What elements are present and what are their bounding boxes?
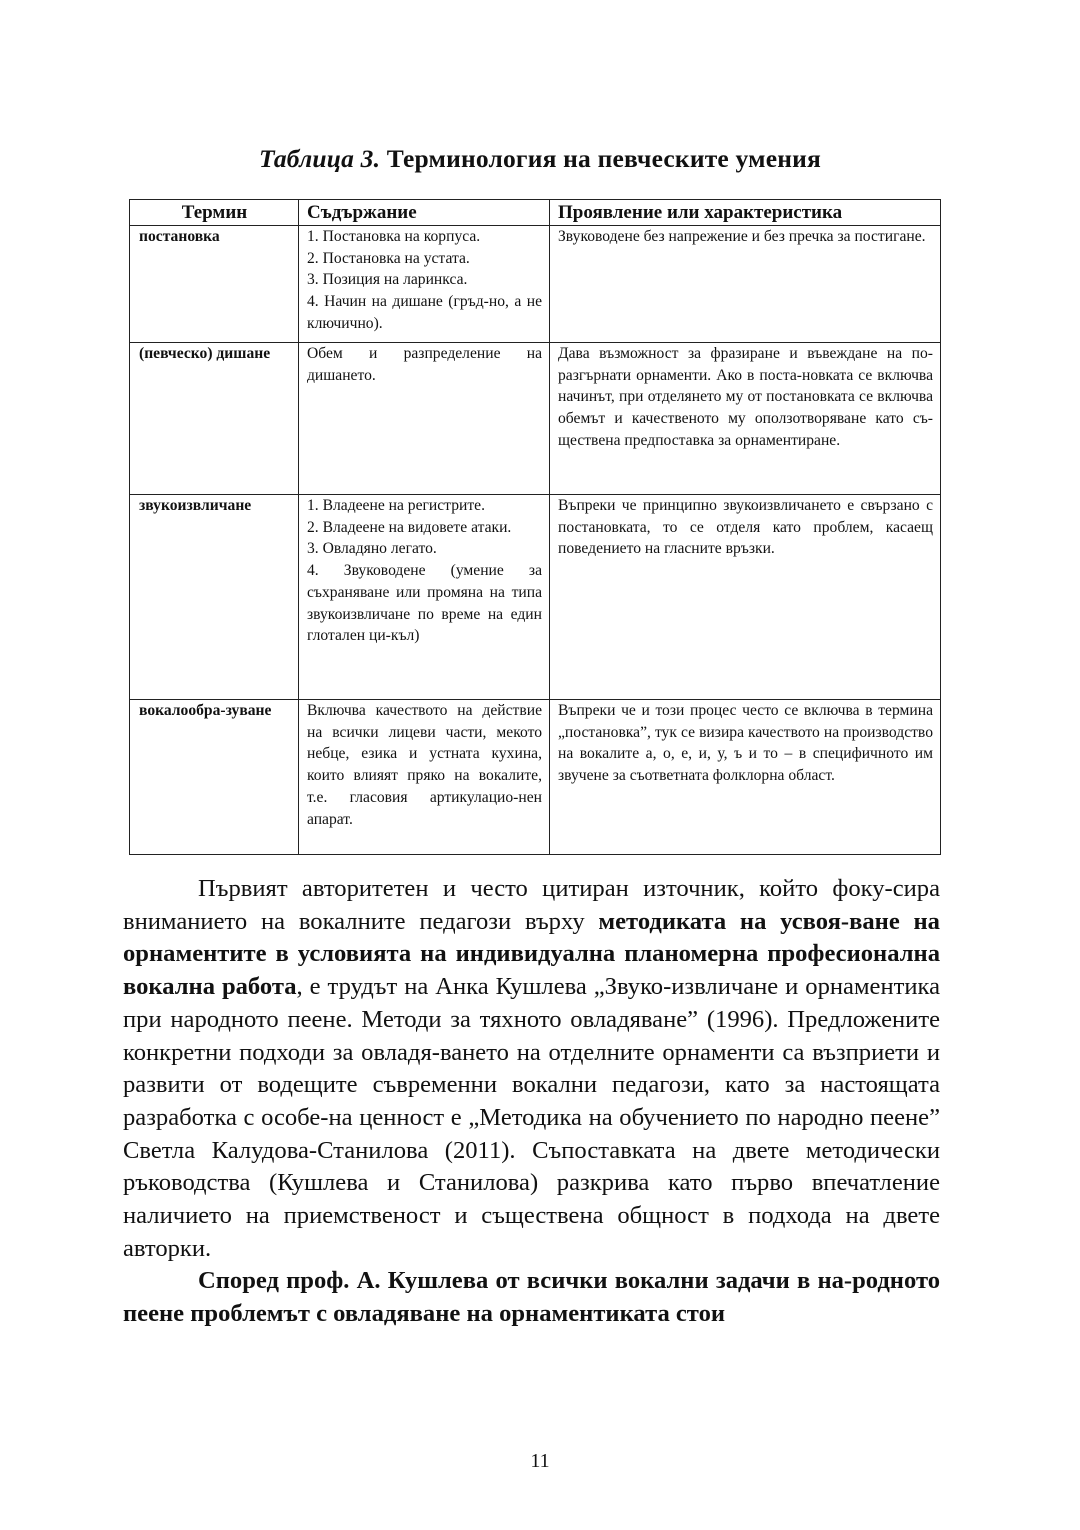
content-item: 4. Начин на дишане (гръд-но, а не ключично). [307,293,542,332]
body-text [123,873,940,1331]
table-row [130,343,941,495]
paragraph-bold-text: методиката на усвоя-ване на орнаментите в условията на индивидуална планомерна професионална вокална работа [123,907,940,1001]
header-characteristic: Проявление или характеристика [550,200,941,226]
table-caption-title: Терминология на певческите умения [386,144,822,173]
content-item: 1. Постановка на корпуса. [307,228,481,245]
table-row [130,495,941,700]
term-cell: (певческо) дишане [130,343,299,495]
characteristic-cell: Въпреки че принципно звукоизвличането е свързано с постановката, то се отделя като проблем, касаещ поведението на гласните връзки. [550,495,941,700]
paragraph-text: Първият авторитетен и често цитиран източник, който фоку-сира вниманието на вокалните педагози върху [123,875,940,935]
term-cell: звукоизвличане [130,495,299,700]
table-caption [0,144,1080,174]
header-term: Термин [130,200,299,226]
content-cell [299,700,550,855]
paragraph-bold-text: Според проф. А. Кушлева от всички вокални задачи в на-родното пеене проблемът с овладяване на орнаментиката стои [123,1267,940,1328]
content-item: 2. Владеене на видовете атаки. [307,518,512,536]
content-item: 3. Позиция на ларинкса. [307,271,468,289]
content-cell [299,343,550,495]
paragraph [123,873,940,1265]
content-item: 2. Постановка на устата. [307,249,470,267]
content-item: Обем и разпределение на дишането. [307,345,542,384]
content-item: 1. Владеене на регистрите. [307,497,485,514]
terminology-table [129,199,941,855]
page-number: 11 [530,1450,550,1472]
paragraph-text: , е трудът на Анка Кушлева „Звуко-извличане и орнаментика при народното пеене. Методи за тяхното овладяване” (1996). Предложените конкретни подходи за овладя-ването на отделните орнаменти са възприети и развити от водещите съвременни вокални педагози, като за настоящата разработка с особе-на ценност е „Методика на обучението по народно пеене” Светла Калудова-Станилова (2011). Съпоставката на двете методически ръководства (Кушлева и Станилова) разкрива като първо впечатление наличието на приемственост и съществена общност в подхода на двете авторки. [123,973,941,1262]
paragraph [123,1265,940,1330]
term-cell: постановка [130,226,299,343]
table-caption-label: Таблица 3. [258,144,381,173]
characteristic-cell: Въпреки че и този процес често се включва в термина „постановка”, тук се визира качеството на производство на вокалите а, о, е, и, у, ъ и то – в специфичното им звучене за съответната фолклорна област. [550,700,941,855]
content-item: Включва качеството на действие на всички лицеви части, мекото небце, езика и устната кухина, които влияят пряко на вокалите, т.е. гласовия артикулацио-нен апарат. [307,702,542,828]
content-item: 4. Звуководене (умение за съхраняване или промяна на типа звукоизвличане по време на един глотален ци-къл) [307,562,542,645]
table-row [130,226,941,343]
table-header-row [130,200,941,226]
table-row [130,700,941,855]
content-item: 3. Овладяно легато. [307,540,437,558]
header-content: Съдържание [299,200,550,226]
term-cell: вокалообра-зуване [130,700,299,855]
characteristic-cell: Звуководене без напрежение и без пречка за постигане. [550,226,941,343]
content-cell [299,226,550,343]
content-cell [299,495,550,700]
characteristic-cell: Дава възможност за фразиране и въвеждане на по-разгърнати орнаменти. Ако в поста-новката се включва начинът, при отделянето му от постановката се включва обемът и качественото му оползотворяване като съ-ществена предпоставка за орнаментиране. [550,343,941,495]
